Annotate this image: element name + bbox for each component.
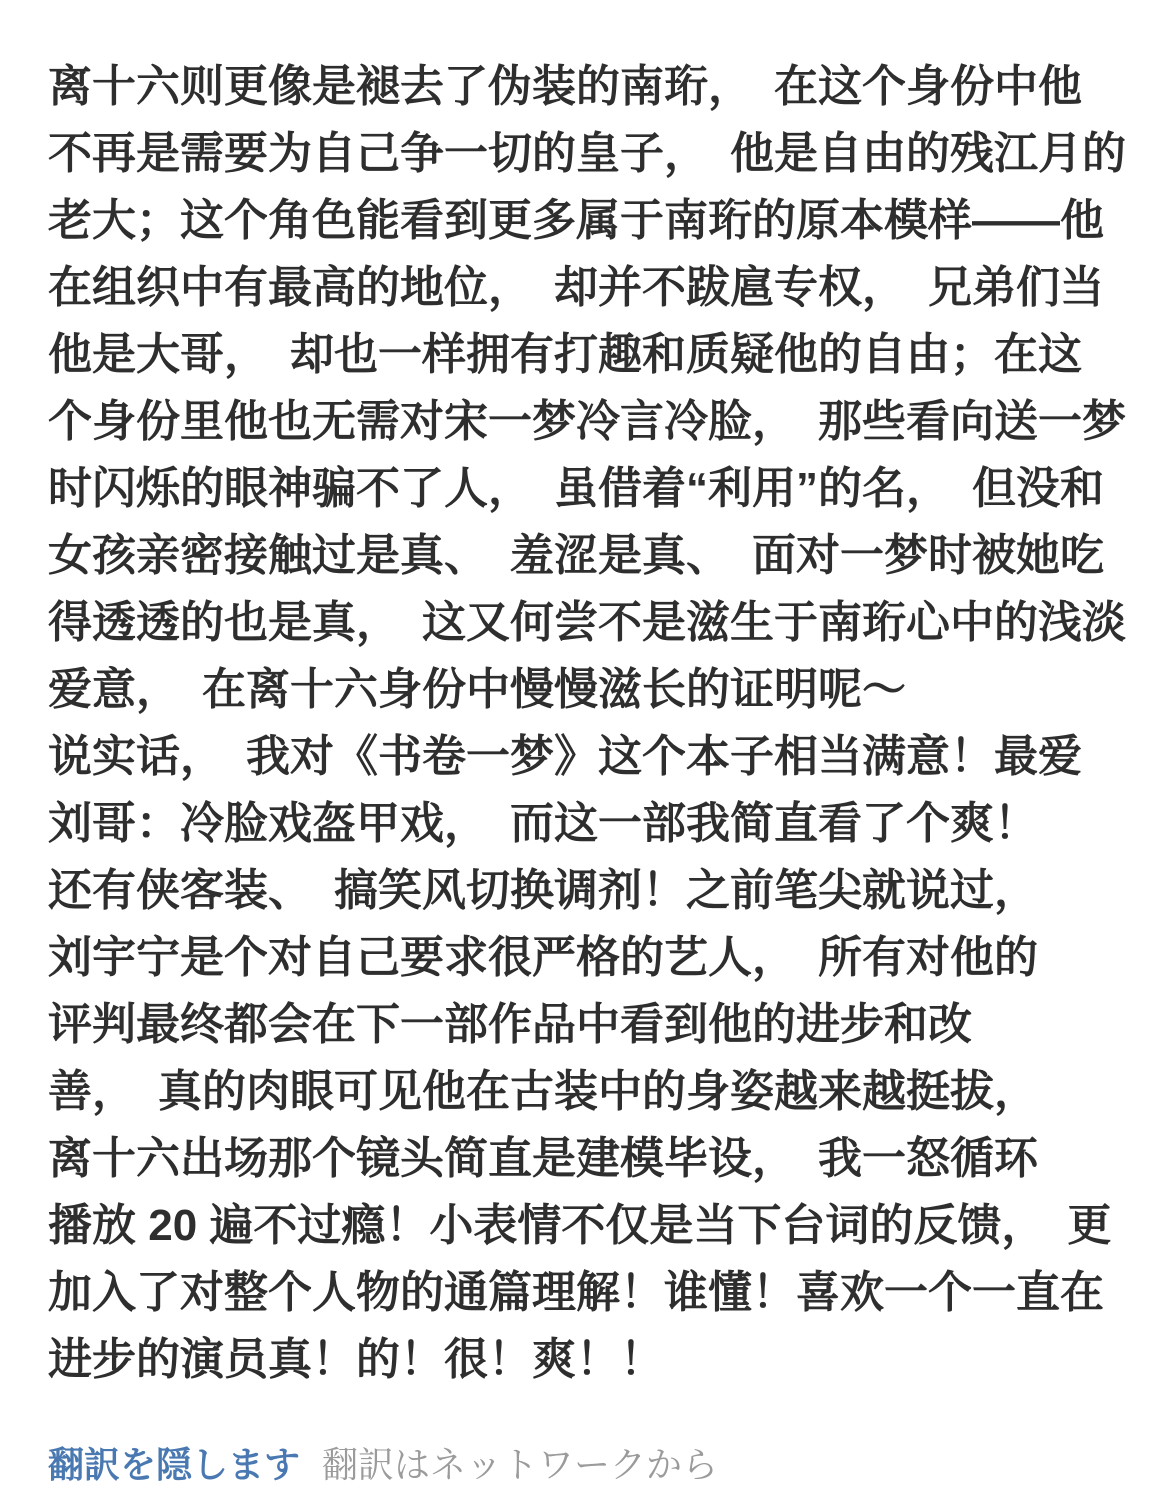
text-line: 还有侠客装、 搞笑风切换调剂！之前笔尖就说过，: [48, 866, 1038, 915]
text-line: 说实话， 我对《书卷一梦》这个本子相当满意！最爱: [48, 732, 1082, 781]
text-line: 在组织中有最高的地位， 却并不跋扈专权， 兄弟们当: [48, 263, 1104, 312]
text-line: 女孩亲密接触过是真、 羞涩是真、 面对一梦时被她吃: [48, 531, 1104, 580]
text-line: 他是大哥， 却也一样拥有打趣和质疑他的自由；在这: [48, 330, 1082, 379]
hide-translation-link[interactable]: 翻訳を隠します: [48, 1444, 301, 1485]
text-line: 不再是需要为自己争一切的皇子， 他是自由的残江月的: [48, 129, 1126, 178]
text-line: 离十六出场那个镜头简直是建模毕设， 我一怒循环: [48, 1134, 1038, 1183]
text-line: 个身份里他也无需对宋一梦冷言冷脸， 那些看向送一梦: [48, 397, 1126, 446]
text-line: 刘哥：冷脸戏盔甲戏， 而这一部我简直看了个爽！: [48, 799, 1038, 848]
text-line: 老大；这个角色能看到更多属于南珩的原本模样——他: [48, 196, 1104, 245]
text-line: 善， 真的肉眼可见他在古装中的身姿越来越挺拔，: [48, 1067, 1038, 1116]
translation-footer: [0, 1437, 1170, 1488]
text-line: 得透透的也是真， 这又何尝不是滋生于南珩心中的浅淡: [48, 598, 1126, 647]
translation-source-label: 翻訳はネットワークから: [322, 1444, 719, 1485]
text-line: 刘宇宁是个对自己要求很严格的艺人， 所有对他的: [48, 933, 1038, 982]
text-line: 爱意， 在离十六身份中慢慢滋长的证明呢～: [48, 665, 906, 714]
text-line: 加入了对整个人物的通篇理解！谁懂！喜欢一个一直在: [48, 1268, 1104, 1317]
text-line: 离十六则更像是褪去了伪装的南珩， 在这个身份中他: [48, 62, 1082, 111]
text-line: 时闪烁的眼神骗不了人， 虽借着“利用”的名， 但没和: [48, 464, 1104, 513]
text-line: 进步的演员真！的！很！爽！！: [48, 1335, 664, 1384]
text-line: 评判最终都会在下一部作品中看到他的进步和改: [48, 1000, 972, 1049]
text-line: 播放 20 遍不过瘾！小表情不仅是当下台词的反馈， 更: [48, 1201, 1112, 1250]
